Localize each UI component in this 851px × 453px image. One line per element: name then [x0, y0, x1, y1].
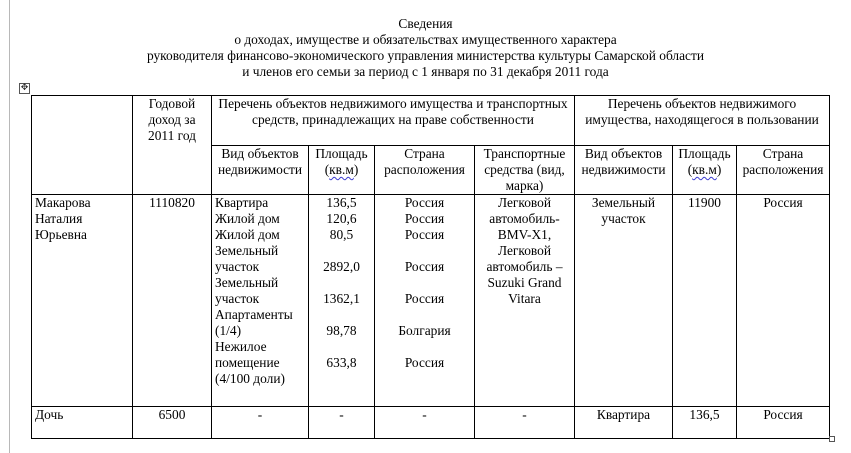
cell-line: автомобиль – — [486, 259, 563, 274]
header-used-country: Страна расположения — [737, 146, 830, 195]
person-name — [32, 407, 133, 439]
cell-line: автомобиль- — [489, 211, 560, 226]
transport-list — [475, 407, 575, 439]
cell-line: Квартира — [215, 195, 269, 210]
cell-line: (1/4) — [215, 323, 242, 338]
header-owned-area-suffix: ) — [353, 162, 359, 177]
cell-line: Земельный — [215, 275, 279, 290]
owned-country-list — [375, 195, 475, 407]
used-area-list — [673, 195, 737, 407]
table-resize-handle[interactable] — [829, 436, 835, 442]
table-row — [32, 407, 830, 439]
owned-country-list — [375, 407, 475, 439]
cell-line — [378, 243, 471, 259]
cell-line: участок — [215, 291, 260, 306]
cell-line: 2892,0 — [323, 259, 360, 274]
cell-line: Легковой — [497, 195, 552, 210]
header-used-area — [673, 146, 737, 195]
cell-line: Квартира — [596, 407, 651, 422]
used-type-list — [575, 195, 673, 407]
cell-line: Жилой дом — [215, 211, 280, 226]
table-row — [32, 195, 830, 407]
cell-line: Юрьевна — [35, 227, 87, 242]
cell-line: Наталия — [35, 211, 83, 226]
cell-line: Россия — [404, 227, 445, 242]
cell-line: Макарова — [35, 195, 91, 210]
cell-line: Россия — [404, 211, 445, 226]
used-type-list — [575, 407, 673, 439]
used-country-list — [737, 407, 830, 439]
cell-line: Апартаменты — [215, 307, 293, 322]
header-income: Годовой доход за 2011 год — [133, 96, 212, 195]
header-owned-type: Вид объектов недвижимости — [212, 146, 309, 195]
cell-line — [378, 339, 471, 355]
cell-line: - — [257, 407, 263, 422]
cell-line — [378, 307, 471, 323]
cell-line — [312, 307, 371, 323]
used-area-list — [673, 407, 737, 439]
header-used-group: Перечень объектов недвижимого имущества, находящегося в пользовании — [575, 96, 830, 146]
header-used-type: Вид объектов недвижимости — [575, 146, 673, 195]
document-heading — [0, 16, 851, 80]
cell-line: Suzuki Grand — [487, 275, 562, 290]
cell-line — [378, 371, 471, 387]
cell-line: 80,5 — [329, 227, 354, 242]
owned-type-list — [212, 195, 309, 407]
cell-line: 120,6 — [326, 211, 357, 226]
heading-line-4: и членов его семьи за период с 1 января по 31 декабря 2011 года — [242, 64, 609, 79]
owned-area-list — [309, 407, 375, 439]
cell-line: Болгария — [398, 323, 451, 338]
heading-line-1: Сведения — [398, 16, 453, 31]
cell-line: Дочь — [35, 407, 64, 422]
person-income: 6500 — [133, 407, 212, 439]
cell-line: Россия — [404, 291, 445, 306]
cell-line: Россия — [404, 195, 445, 210]
cell-line: Vitara — [508, 291, 541, 306]
cell-line: 11900 — [688, 195, 721, 210]
cell-line — [312, 339, 371, 355]
owned-type-list — [212, 407, 309, 439]
header-owned-area-unit: кв.м — [329, 162, 354, 177]
person-name — [32, 195, 133, 407]
header-name-cell — [32, 96, 133, 195]
person-income: 1110820 — [133, 195, 212, 407]
cell-line: Земельный — [591, 195, 656, 210]
heading-line-3: руководителя финансово-экономического управления министерства культуры Самарской области — [146, 48, 705, 63]
cell-line: 633,8 — [326, 355, 357, 370]
cell-line: Россия — [404, 259, 445, 274]
cell-line: 1362,1 — [323, 291, 360, 306]
declaration-table — [31, 95, 830, 439]
heading-line-2: о доходах, имуществе и обязательствах имущественного характера — [234, 32, 617, 47]
table-move-handle-icon[interactable]: ✥ — [20, 83, 29, 93]
cell-line — [378, 275, 471, 291]
cell-line: Легковой — [497, 243, 552, 258]
cell-line: участок — [215, 259, 260, 274]
owned-area-list — [309, 195, 375, 407]
cell-line: участок — [601, 211, 646, 226]
cell-line: (4/100 доли) — [215, 371, 285, 386]
cell-line: Жилой дом — [215, 227, 280, 242]
header-row-1 — [32, 96, 830, 146]
cell-line: Земельный — [215, 243, 279, 258]
header-used-area-prefix: Площадь ( — [678, 146, 731, 177]
cell-line — [312, 371, 371, 387]
cell-line: Нежилое — [215, 339, 267, 354]
cell-line: 136,5 — [689, 407, 720, 422]
transport-list — [475, 195, 575, 407]
cell-line: 98,78 — [326, 323, 357, 338]
header-owned-group: Перечень объектов недвижимого имущества и транспортных средств, принадлежащих на праве собственности — [212, 96, 575, 146]
header-used-area-suffix: ) — [716, 162, 722, 177]
cell-line: - — [339, 407, 344, 422]
cell-line: 136,5 — [326, 195, 357, 210]
cell-line — [312, 275, 371, 291]
header-owned-country: Страна расположения — [375, 146, 475, 195]
cell-line: BMV-X1, — [497, 227, 552, 242]
header-owned-area-prefix: Площадь ( — [315, 146, 368, 177]
cell-line: Россия — [404, 355, 445, 370]
used-country-list — [737, 195, 830, 407]
cell-line: - — [522, 407, 527, 422]
header-transport: Транспортные средства (вид, марка) — [475, 146, 575, 195]
cell-line: - — [422, 407, 427, 422]
cell-line — [312, 243, 371, 259]
header-used-area-unit: кв.м — [692, 162, 717, 177]
cell-line: помещение — [215, 355, 280, 370]
cell-line: Россия — [763, 195, 803, 210]
header-owned-area — [309, 146, 375, 195]
cell-line: Россия — [763, 407, 803, 422]
